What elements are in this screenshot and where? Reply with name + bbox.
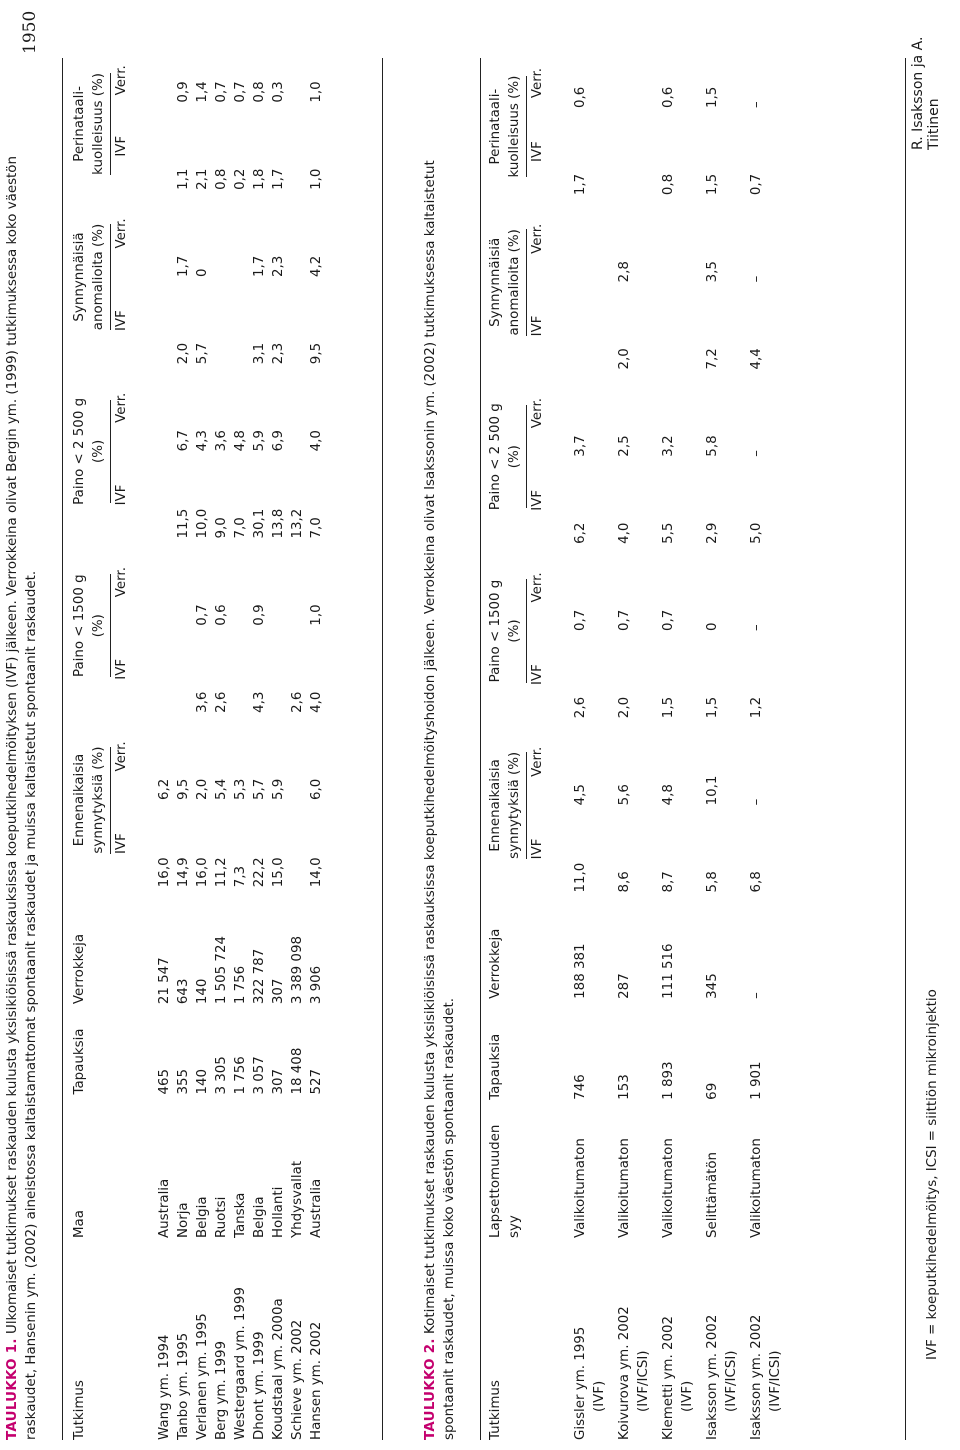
table2-cell-value: 2,8 (617, 261, 632, 283)
table2-cell-value: 7,2 (705, 348, 720, 370)
table1-cell-value: 2,6 (290, 691, 305, 713)
table1-cell-value (231, 277, 250, 364)
table2-cell-value: 188 381 (573, 943, 588, 999)
table1-cell-study: Tanbo ym. 1995 (176, 1332, 191, 1440)
table1-cell-value (231, 190, 250, 277)
table1-cell-value: 4,0 (309, 430, 324, 452)
table1-cell-value: 9,5 (176, 778, 191, 801)
table1-cell-value (155, 364, 174, 451)
table2-cell-value: 1,5 (705, 173, 720, 196)
table1-subheader-verr: Verr. (114, 65, 129, 96)
table2-cell-value: 1,7 (573, 173, 588, 196)
table1-subheader-verr: Verr. (114, 218, 129, 249)
table2-row (747, 58, 791, 1440)
table1-cell-value: 7,0 (233, 517, 248, 539)
table2-row (615, 58, 659, 1440)
table2-cell-value: 746 (573, 1074, 588, 1100)
table1-cell-study: Berg ym. 1999 (214, 1340, 229, 1440)
table1-cell-value: 6,7 (176, 430, 191, 452)
table1-cell-study: Westergaard ym. 1999 (233, 1287, 248, 1440)
table1-subheader-ivf: IVF (114, 658, 129, 680)
table2-cell-cause: Valikoitumaton (661, 1138, 676, 1239)
table1-row (288, 58, 307, 1440)
table1-cell-value: 16,0 (157, 857, 172, 888)
table1-cell-value: 7,0 (309, 517, 324, 539)
table1-subheader-ivf: IVF (114, 135, 129, 157)
table1-bottom-rule (382, 58, 383, 1440)
table1-header-study: Tutkimus (72, 1380, 87, 1440)
table1-cell-value: 15,0 (271, 857, 286, 888)
table2-cell-value: 0,7 (617, 609, 632, 632)
table1-cell-value: 14,9 (176, 857, 191, 888)
table2-row (703, 58, 747, 1440)
table1-cell-study: Dhont ym. 1999 (252, 1331, 267, 1440)
table1-cell-value: 5,3 (233, 778, 248, 801)
table1-cell-value: 16,0 (195, 857, 210, 888)
table1-cell-study: Koudstaal ym. 2000a (271, 1298, 286, 1440)
table1-cell-value: 0,9 (252, 604, 267, 626)
table2-cell-value: – (749, 275, 764, 283)
table1-cell-value: 3 305 (214, 1056, 229, 1095)
table1-cell-value: 1,7 (176, 255, 191, 278)
table1-cell-value: 5,9 (252, 430, 267, 452)
table2-subheader-ivf: IVF (530, 141, 545, 162)
table1-cell-country: Norja (176, 1202, 191, 1239)
table2-cell-value: 11,0 (573, 862, 588, 893)
table2-subheader-ivf: IVF (530, 315, 545, 337)
table1-caption (4, 156, 41, 1440)
table1-cell-study: Hansen ym. 2002 (309, 1321, 324, 1440)
table2-row (659, 58, 703, 1440)
table2-cell-value: 5,6 (617, 784, 632, 806)
table1-cell-value: 0,3 (271, 81, 286, 103)
table2-cell-study: Isaksson ym. 2002 (IVF/ICSI) (749, 1314, 783, 1440)
table2-cell-value: 111 516 (661, 943, 676, 999)
table1-cell-value: 3 906 (309, 965, 324, 1005)
table1 (70, 58, 326, 1440)
table1-cell-value: 1,7 (252, 255, 267, 278)
table1-cell-value (212, 190, 231, 277)
table1-cell-value: 1,4 (195, 81, 210, 103)
table1-cell-value: 4,3 (195, 430, 210, 452)
table1-cell-value: 140 (195, 978, 210, 1005)
table1-cell-value (231, 626, 250, 713)
table1-cell-value (155, 58, 174, 103)
table1-cell-value (174, 626, 193, 713)
table2-cell-value: 0,8 (661, 173, 676, 196)
table2-cell-value: – (749, 992, 764, 999)
table2-cell-value: 5,8 (705, 435, 720, 457)
table2-cell-cause: Selittämätön (705, 1151, 720, 1239)
table1-row (174, 58, 193, 1440)
table1-cell-value: 3 057 (252, 1056, 267, 1095)
table1-cell-value: 3,1 (252, 342, 267, 365)
table2-cell-value: 5,0 (749, 522, 764, 544)
table2-cell-cause: Valikoitumaton (749, 1138, 764, 1239)
table2-cell-study: Isaksson ym. 2002 (IVF/ICSI) (705, 1314, 739, 1440)
table1-cell-value: 5,7 (252, 778, 267, 801)
table2-cell-cause: Valikoitumaton (573, 1138, 588, 1239)
table2-cell-value: 69 (705, 1082, 720, 1100)
table1-cell-country: Hollanti (271, 1186, 286, 1239)
table1-cell-value: 1,0 (309, 81, 324, 103)
table1-label: TAULUKKO 1. (5, 1338, 20, 1440)
table1-cell-value: 643 (176, 978, 191, 1005)
table1-cell-value (174, 539, 193, 626)
table1-cell-value: 18 408 (290, 1047, 305, 1095)
table1-cell-value: 5,7 (195, 342, 210, 365)
table1-top-rule (62, 58, 63, 1440)
table1-header-preterm: Ennenaikaisia synnytyksiä (%) (70, 713, 111, 887)
table1-cell-value: 11,2 (214, 857, 229, 888)
table1-cell-value: 10,0 (195, 508, 210, 539)
table1-cell-value: 1 756 (233, 1056, 248, 1095)
table1-cell-value (288, 103, 307, 190)
table2-caption-line: spontaanit raskaudet, muissa koko väestön spontaanit raskaudet. (441, 997, 457, 1440)
table1-cell-value (288, 190, 307, 277)
table2-cell-value: 3,5 (705, 261, 720, 283)
table1-cell-value (288, 58, 307, 103)
table1-cell-value: 4,0 (309, 691, 324, 713)
table2-cell-value: 287 (617, 973, 632, 999)
table2-cell-value: 1,2 (749, 696, 764, 719)
table2-cell-value: 6,2 (573, 522, 588, 544)
table1-row (250, 58, 269, 1440)
table2-cell-value: 345 (705, 973, 720, 999)
page-number: 1950 (20, 10, 40, 54)
table1-cell-value: 0,7 (195, 604, 210, 626)
table1-cell-value (288, 364, 307, 451)
table1-row (193, 58, 212, 1440)
table2-header-cause: Lapsettomuuden syy (488, 1124, 522, 1239)
table1-subheader-verr: Verr. (114, 567, 129, 598)
running-footer-authors: R. Isaksson ja A. Tiitinen (910, 36, 942, 150)
table2-cell-cause: Valikoitumaton (617, 1138, 632, 1239)
table2-cell-value: 5,8 (705, 871, 720, 893)
table1-cell-value: 4,3 (252, 691, 267, 713)
table1-cell-value: 0,8 (214, 168, 229, 190)
table2-cell-value: – (749, 449, 764, 457)
table2-cell-study: Koivurova ym. 2002 (IVF/ICSI) (617, 1306, 651, 1440)
table1-cell-value: 2,3 (271, 255, 286, 278)
table1-cell-value: 30,1 (252, 508, 267, 539)
table1-cell-value: 527 (309, 1068, 324, 1095)
table2-subheader-verr: Verr. (530, 398, 545, 429)
table2-cell-value: 153 (617, 1074, 632, 1100)
table1-cell-value: 21 547 (157, 957, 172, 1005)
table2-cell-value: 2,0 (617, 348, 632, 370)
table1-cell-value: 355 (176, 1068, 191, 1095)
table2-header-anomalies: Synnynnäisiä anomalioita (%) (486, 195, 527, 369)
table1-cell-value: 1,8 (252, 168, 267, 190)
table1-cell-value (269, 539, 288, 626)
table1-cell-value: 3 389 098 (290, 936, 305, 1005)
table2-cell-value: 0,7 (749, 173, 764, 196)
table1-cell-value (288, 539, 307, 626)
table1-cell-value (269, 626, 288, 713)
table1-cell-value: 9,5 (309, 342, 324, 365)
table2-header-weight-2500: Paino < 2 500 g (%) (486, 370, 527, 544)
table2-top-rule (480, 58, 481, 1440)
table2-subheader-ivf: IVF (530, 664, 545, 686)
table2-row (571, 58, 615, 1440)
table1-header-perinatal: Perinataali- kuolleisuus (%) (70, 58, 111, 190)
table2-bottom-rule (905, 58, 906, 1440)
table2-cell-value: 1,5 (705, 86, 720, 108)
table2-cell-value (571, 195, 615, 282)
table1-cell-value: 1 505 724 (214, 936, 229, 1005)
table1-row (307, 58, 326, 1440)
table2-subheader-ivf: IVF (530, 489, 545, 511)
table1-cell-value (155, 539, 174, 626)
table2-cell-study: Gissler ym. 1995 (IVF) (573, 1326, 607, 1440)
table1-cell-value: 13,2 (290, 508, 305, 539)
table1-cell-country: Ruotsi (214, 1196, 229, 1239)
table2-header-controls: Verrokkeja (488, 928, 503, 999)
table2-cell-value: 6,8 (749, 871, 764, 893)
table1-caption-line: Ulkomaiset tutkimukset raskauden kulusta yksisikiöisissä raskauksissa koeputkihedelmöityksen (IVF) jälkeen. Verrokkeina olivat Bergin ym. (1999) tutkimuksessa koko väestön (5, 156, 20, 1334)
table1-cell-value (155, 451, 174, 538)
table2-cell-value: 0,7 (661, 609, 676, 632)
table2-cell-value: 4,0 (617, 522, 632, 544)
table1-cell-value: 0 (195, 268, 210, 278)
table2-subheader-ivf: IVF (530, 838, 545, 860)
table2-cell-value: 4,4 (749, 348, 764, 370)
table1-caption-line: raskaudet, Hansenin ym. (2002) aineistossa kaltaistamattomat spontaanit raskaudet ja muissa kaltaistetut spontaanit raskaudet. (23, 570, 39, 1440)
table2-cell-value: 8,7 (661, 871, 676, 893)
table1-header-controls: Verrokkeja (72, 933, 87, 1005)
table1-cell-value (212, 277, 231, 364)
table1-cell-country: Australia (309, 1178, 324, 1239)
table1-cell-value: 22,2 (252, 857, 267, 888)
table1-cell-value: 0,6 (214, 604, 229, 626)
table1-cell-value: 307 (271, 978, 286, 1005)
table1-subheader-ivf: IVF (114, 484, 129, 506)
table2-cell-value: 3,7 (573, 435, 588, 457)
table1-cell-value (155, 190, 174, 277)
table2-cell-value (659, 195, 703, 282)
table2-header-perinatal: Perinataali- kuolleisuus (%) (486, 58, 527, 195)
table1-cell-value: 5,9 (271, 778, 286, 801)
table1-cell-value (288, 713, 307, 800)
table2-header-weight-1500: Paino < 1500 g (%) (486, 544, 527, 718)
table2-cell-value: 4,5 (573, 784, 588, 806)
table1-header-weight-1500: Paino < 1500 g (%) (70, 539, 111, 713)
table1-cell-country: Tanska (233, 1192, 248, 1239)
table1-cell-value: 3,6 (214, 430, 229, 452)
table1-subheader-verr: Verr. (114, 392, 129, 423)
table2-header-cases: Tapauksia (488, 1033, 503, 1100)
table2-cell-value: 2,6 (573, 696, 588, 719)
table2-subheader-verr: Verr. (530, 572, 545, 603)
table1-cell-value: 307 (271, 1068, 286, 1095)
table2-cell-value: 0,7 (573, 609, 588, 632)
table2-cell-value: – (749, 101, 764, 108)
table1-cell-value: 0,2 (233, 168, 248, 190)
table2-cell-value: 2,9 (705, 522, 720, 544)
table2-subheader-verr: Verr. (530, 746, 545, 777)
table1-cell-country: Belgia (252, 1196, 267, 1239)
table1-cell-value (288, 800, 307, 887)
table1-cell-value: 9,0 (214, 517, 229, 539)
table2-header-study: Tutkimus (488, 1380, 503, 1440)
table1-cell-value: 6,2 (157, 778, 172, 801)
table2-subheader-verr: Verr. (530, 67, 545, 99)
table2-cell-value: 8,6 (617, 871, 632, 893)
table1-header-country: Maa (72, 1210, 87, 1239)
table2-cell-value: 2,5 (617, 435, 632, 457)
table1-cell-value: 465 (157, 1068, 172, 1095)
table1-cell-value: 2,3 (271, 342, 286, 365)
table2-cell-value: 5,5 (661, 522, 676, 544)
table1-cell-value: 2,6 (214, 691, 229, 713)
table1-cell-value: 0,7 (214, 81, 229, 103)
table2-cell-value (571, 282, 615, 369)
table1-cell-value (155, 626, 174, 713)
table1-cell-value: 4,8 (233, 430, 248, 452)
table1-cell-country: Belgia (195, 1196, 210, 1239)
table1-cell-value: 1,0 (309, 168, 324, 190)
table2-cell-value: – (749, 624, 764, 632)
table1-header-cases: Tapauksia (72, 1028, 87, 1095)
table1-cell-value: 1 756 (233, 965, 248, 1005)
table1-row (269, 58, 288, 1440)
table2-cell-value: 0 (705, 622, 720, 632)
table1-row (212, 58, 231, 1440)
table2-cell-value (615, 108, 659, 195)
table1-cell-value: 1,0 (309, 604, 324, 626)
table2-cell-value: 1,5 (661, 696, 676, 719)
table1-header-weight-2500: Paino < 2 500 g (%) (70, 364, 111, 538)
table1-cell-country: Australia (157, 1178, 172, 1239)
table1-cell-value: 6,9 (271, 430, 286, 452)
table1-cell-value (155, 103, 174, 190)
table2-cell-value: 1 901 (749, 1061, 764, 1100)
table2-cell-study: Klemetti ym. 2002 (IVF) (661, 1315, 695, 1440)
table1-cell-value: 1,7 (271, 168, 286, 190)
table1-cell-value (231, 539, 250, 626)
table1-cell-value (288, 277, 307, 364)
table1-subheader-verr: Verr. (114, 741, 129, 772)
table1-cell-value: 3,6 (195, 691, 210, 713)
table1-cell-country: Yhdysvallat (290, 1160, 305, 1239)
table1-subheader-ivf: IVF (114, 310, 129, 332)
table2-cell-value: 4,8 (661, 784, 676, 806)
table2-cell-value (615, 58, 659, 108)
table2-cell-value: 3,2 (661, 435, 676, 457)
table2-cell-value: 10,1 (705, 775, 720, 806)
table1-cell-study: Verlanen ym. 1995 (195, 1313, 210, 1440)
table1-cell-value: 140 (195, 1068, 210, 1095)
table1-row (231, 58, 250, 1440)
table2-subheader-verr: Verr. (530, 223, 545, 254)
table1-cell-value: 1,1 (176, 168, 191, 190)
table1-cell-value (155, 277, 174, 364)
table1-cell-study: Wang ym. 1994 (157, 1334, 172, 1440)
table1-cell-value: 2,0 (195, 778, 210, 801)
table1-subheader-ivf: IVF (114, 833, 129, 855)
table2-cell-value: 1 893 (661, 1061, 676, 1100)
table1-cell-value: 14,0 (309, 857, 324, 888)
table1-cell-value: 2,1 (195, 168, 210, 190)
table1-cell-value: 322 787 (252, 948, 267, 1005)
table2-cell-value (659, 282, 703, 369)
table1-header-anomalies: Synnynnäisiä anomalioita (%) (70, 190, 111, 364)
table2-cell-value: 2,0 (617, 696, 632, 719)
table1-cell-value: 6,0 (309, 778, 324, 801)
table2-cell-value: 0,6 (573, 86, 588, 108)
table1-row (155, 58, 174, 1440)
table2-label: TAULUKKO 2. (423, 1338, 438, 1440)
table2-caption (422, 160, 459, 1440)
table2-header-preterm: Ennenaikaisia synnytyksiä (%) (486, 718, 527, 892)
table2-cell-value: 1,5 (705, 696, 720, 719)
table1-cell-value: 0,9 (176, 81, 191, 103)
table1-cell-value: 4,2 (309, 255, 324, 278)
table2-cell-value: – (749, 798, 764, 806)
table1-cell-study: Schieve ym. 2002 (290, 1319, 305, 1440)
table1-cell-value: 11,5 (176, 508, 191, 539)
table1-cell-value: 2,0 (176, 342, 191, 365)
table1-cell-value: 5,4 (214, 778, 229, 801)
footnote: IVF = koeputkihedelmöitys, ICSI = siittiön mikroinjektio (925, 989, 940, 1360)
table1-cell-value: 13,8 (271, 508, 286, 539)
table2-caption-line: Kotimaiset tutkimukset raskauden kulusta yksisikiöisissä raskauksissa koeputkihedelmöityshoidon jälkeen. Verrokkeina olivat Isakssonin ym. (2002) tutkimuksessa kaltaistetut (423, 160, 438, 1334)
table1-cell-value: 7,3 (233, 865, 248, 888)
table1-cell-value: 0,7 (233, 81, 248, 103)
table1-cell-value: 0,8 (252, 81, 267, 103)
table2 (486, 58, 791, 1440)
table2-cell-value: 0,6 (661, 86, 676, 108)
